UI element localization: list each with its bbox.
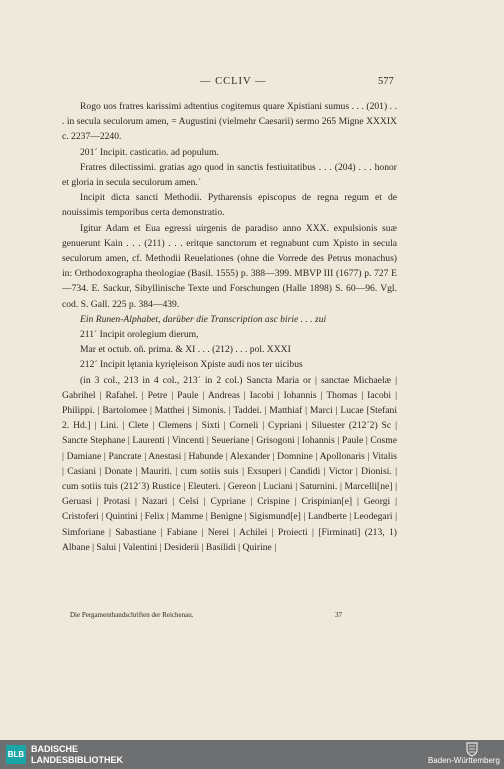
litany-text: (in 3 col., 213 in 4 col., 213´ in 2 col.) Sancta Maria or | sanctae Michaelæ | Gabrihel | Rafahel. | Petre | Paule | Andreas | Iacobi | Iohannis | Thomas | Iacobi | Philippi. | Bartolomee | Matthei | Simonis. | Taddei. | Matthiaf | Marci | Lucae [Stefani 2. Hd.] | Lini. | Clete | Clemens | Sixti | Corneli | Cypriani | Siluester (212´2) Sc | Sancte Stephane | Laurenti | Vincenti | Seueriane | Grisogoni | Iohannis | Paule | Cosme | Damiane | Pancrate | Anestasi | Habunde | Alexander | Domnine | Apollonaris | Vitalis | Casiani | Donate | Mauriti. | cum sotiis suis | Exsuperi | Candidi | Victor | Dionisi. | cum sotiis tuis (212´3) Rustice | Eleuteri. | Gereon | Luciani | Saturnini. | Marcelli[ne] | Geruasi | Protasi | Nazari | Celsi | Cypriane | Crispine | Crispinian[e] | Georgi | Cristoferi | Quintini | Felix | Mamme | Benigne | Sigismund[e] | Landberte | Leodegari | Simforiane | Sabastiane | Fabiane | Nerei | Achilei | Proiecti | [Firminati] (213, 1) Albane | Salui | Valentini | Desiderii | Basilidi | Quirine | xyxy=(62,374,397,553)
footer-title: Die Pergamenthandschriften der Reichenau. xyxy=(70,611,194,619)
body-text xyxy=(62,99,397,555)
library-bar xyxy=(0,740,504,769)
footer-signature: 37 xyxy=(335,611,342,619)
library-name-line2: LANDESBIBLIOTHEK xyxy=(31,755,123,765)
paragraph-8: Mar et octub. oñ. prima. & XI . . . (212) . . . pol. XXXI xyxy=(80,344,291,356)
paragraph-7: 211´ Incipit orolegium dierum, xyxy=(80,329,199,341)
paragraph-4: Incipit dicta sancti Methodii. Pytharensis episcopus de regna regum et de nouissimis temporibus certa demonstratio. xyxy=(62,192,397,219)
state-label: Baden-Württemberg xyxy=(427,756,500,765)
paragraph-1: Rogo uos fratres karissimi adtentius cogitemus quare Xpistiani sumus . . . (201) . . . in secula seculorum amen, = Augustini (vielmehr Caesarii) sermo 265 Migne XXXIX c. 2237—2240. xyxy=(62,101,397,143)
paragraph-5: Igitur Adam et Eua egressi uirgenis de paradiso anno XXX. expulsionis suæ genuerunt Kain . . . (211) . . . eritque sanctorum et regnabunt cum Xpisto in secula seculorum amen, cf. Methodii Reuelationes (ohne die Vorrede des Petrus monachus) in: Orthodoxographa theologiae (Basil. 1555) p. 388—399. MBVP III (1677) p. 727 E—734. E. Sackur, Sibyllinische Texte und Forschungen (Halle 1898) S. 60—96. Vgl. cod. S. Gall. 225 p. 384—439. xyxy=(62,222,397,310)
library-name-line1: BADISCHE xyxy=(31,744,79,754)
paragraph-6: Ein Runen-Alphabet, darüber die Transcription asc birie . . . zui xyxy=(80,313,327,325)
page-footer xyxy=(70,611,360,623)
coat-of-arms-icon xyxy=(466,742,478,757)
page-header xyxy=(0,76,504,92)
page-number: 577 xyxy=(378,76,394,87)
page-header-title: — CCLIV — xyxy=(200,76,267,87)
library-name[interactable] xyxy=(31,744,123,766)
paragraph-9: 212´ Incipit lętania kyrięleison Xpiste audi nos ter uicibus xyxy=(80,359,303,371)
paragraph-2: 201´ Incipit. casticatio. ad populum. xyxy=(80,146,219,158)
blb-logo[interactable]: BLB xyxy=(6,745,26,764)
paragraph-3: Fratres dilectissimi. gratias ago quod in sanctis festiuitatibus . . . (204) . . . honor et gloria in secula seculorum amen.´ xyxy=(62,161,397,189)
